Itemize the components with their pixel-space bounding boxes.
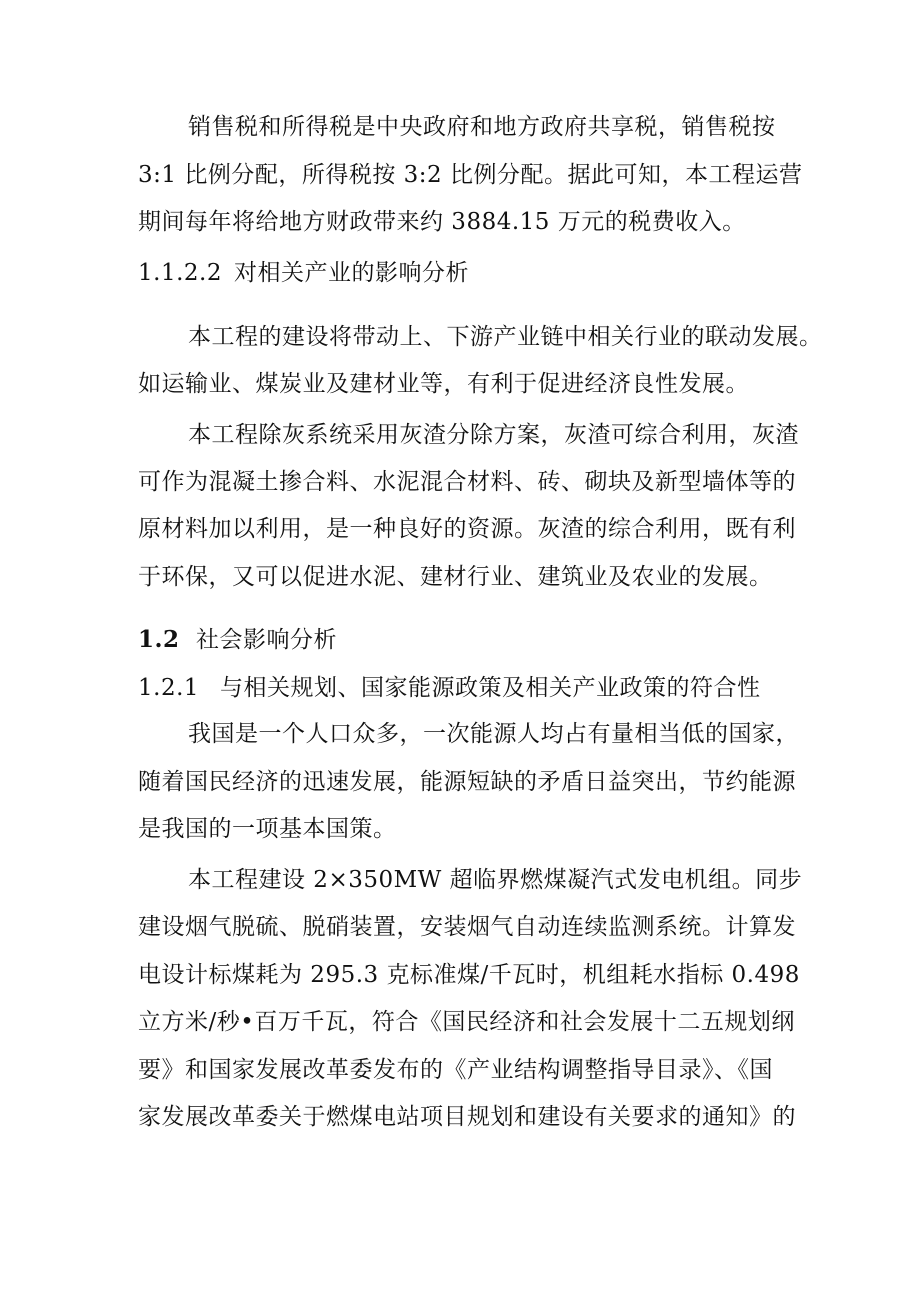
paragraph-line: 本工程的建设将带动上、下游产业链中相关行业的联动发展。 [188, 324, 823, 350]
paragraph-line: 建设烟气脱硫、脱硝装置，安装烟气自动连续监测系统。计算发 [138, 914, 796, 940]
heading-number: 1.2 [138, 626, 180, 653]
paragraph-line: 要》和国家发展改革委发布的《产业结构调整指导目录》、《国 [138, 1057, 773, 1083]
paragraph-line: 随着国民经济的迅速发展，能源短缺的矛盾日益突出，节约能源 [138, 769, 796, 795]
paragraph-line: 可作为混凝土掺合料、水泥混合材料、砖、砌块及新型墙体等的 [138, 469, 796, 495]
paragraph-line: 期间每年将给地方财政带来约 3884.15 万元的税费收入。 [138, 209, 746, 235]
paragraph-line: 本工程除灰系统采用灰渣分除方案，灰渣可综合利用，灰渣 [188, 422, 799, 448]
paragraph-line: 我国是一个人口众多，一次能源人均占有量相当低的国家， [188, 721, 799, 747]
paragraph-line: 本工程建设 2×350MW 超临界燃煤凝汽式发电机组。同步 [188, 867, 803, 893]
heading-title: 对相关产业的影响分析 [234, 260, 469, 286]
paragraph-line: 立方米/秒•百万千瓦，符合《国民经济和社会发展十二五规划纲 [138, 1009, 795, 1035]
paragraph-line: 销售税和所得税是中央政府和地方政府共享税，销售税按 [188, 114, 776, 140]
paragraph-line: 是我国的一项基本国策。 [138, 816, 397, 842]
paragraph-line: 3:1 比例分配，所得税按 3:2 比例分配。据此可知，本工程运营 [138, 162, 803, 188]
section-heading [138, 625, 337, 655]
paragraph-line: 于环保，又可以促进水泥、建材行业、建筑业及农业的发展。 [138, 564, 773, 590]
section-heading [138, 258, 469, 288]
paragraph-line: 原材料加以利用，是一种良好的资源。灰渣的综合利用，既有利 [138, 516, 796, 542]
paragraph-line: 电设计标煤耗为 295.3 克标准煤/千瓦时，机组耗水指标 0.498 [138, 962, 800, 988]
heading-number: 1.1.2.2 [138, 260, 222, 286]
paragraph-line: 如运输业、煤炭业及建材业等，有利于促进经济良性发展。 [138, 371, 749, 397]
section-heading [138, 673, 761, 703]
heading-title: 社会影响分析 [196, 627, 337, 653]
heading-title: 与相关规划、国家能源政策及相关产业政策的符合性 [220, 675, 761, 701]
paragraph-line: 家发展改革委关于燃煤电站项目规划和建设有关要求的通知》的 [138, 1104, 796, 1130]
heading-number: 1.2.1 [138, 675, 200, 701]
